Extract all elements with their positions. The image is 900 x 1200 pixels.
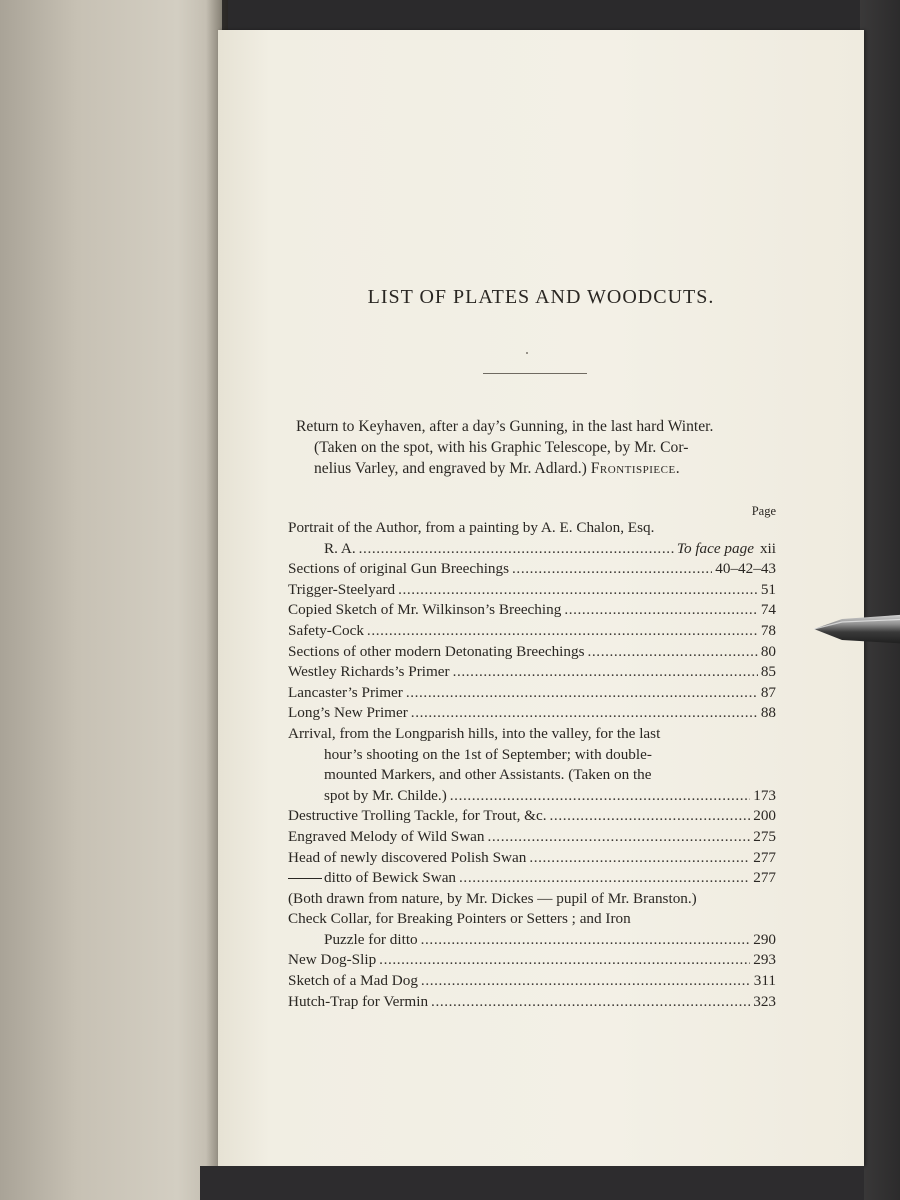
dot-leader xyxy=(564,600,758,621)
entry-page: 87 xyxy=(760,683,776,701)
entry-page: 277 xyxy=(753,869,776,887)
entry-label: Sections of other modern Detonating Breechings xyxy=(288,642,585,660)
entry-label: Puzzle for ditto xyxy=(324,930,418,948)
dot-leader xyxy=(453,662,758,683)
list-item xyxy=(288,518,776,559)
list-item xyxy=(288,662,776,683)
list-item xyxy=(288,868,776,889)
list-item xyxy=(288,848,776,869)
dot-leader xyxy=(398,580,758,601)
entry-label: Safety-Cock xyxy=(288,621,364,639)
frontispiece-line-1: Return to Keyhaven, after a day’s Gunning, in the last hard Winter. xyxy=(296,418,714,435)
entry-label: Lancaster’s Primer xyxy=(288,683,403,701)
list-item xyxy=(288,600,776,621)
entry-page: 277 xyxy=(753,848,776,866)
page-column-label: Page xyxy=(751,504,776,518)
entry-page: 173 xyxy=(753,786,776,804)
dot-leader xyxy=(550,806,751,827)
table-surface xyxy=(200,1166,864,1200)
entry-label: Sketch of a Mad Dog xyxy=(288,972,418,990)
list-item xyxy=(288,950,776,971)
entry-row xyxy=(288,786,776,807)
entry-label: New Dog-Slip xyxy=(288,951,377,969)
entry-page: 51 xyxy=(760,580,776,598)
entry-page: 293 xyxy=(753,951,776,969)
entry-line: hour’s shooting on the 1st of September; with double- xyxy=(324,745,652,763)
entry-label xyxy=(288,868,456,889)
dot-leader xyxy=(379,950,750,971)
list-item xyxy=(288,992,776,1013)
frontispiece-label: Frontispiece. xyxy=(590,460,681,477)
entry-page: 74 xyxy=(760,601,776,619)
entry-label: Trigger-Steelyard xyxy=(288,580,396,598)
plates-list xyxy=(288,518,776,1012)
page-content xyxy=(218,30,864,1166)
left-page xyxy=(0,0,222,1200)
entry-row xyxy=(288,539,776,560)
entry-label: R. A. xyxy=(324,539,356,557)
dot-leader xyxy=(421,971,751,992)
dot-leader xyxy=(431,992,750,1013)
pen-pointer-icon xyxy=(812,610,900,646)
entry-label: Sections of original Gun Breechings xyxy=(288,560,510,578)
entry-page: xii xyxy=(759,539,776,557)
title-rule xyxy=(483,373,587,374)
dot-leader xyxy=(406,683,758,704)
entry-page: 78 xyxy=(760,621,776,639)
dot-leader xyxy=(411,703,758,724)
list-item xyxy=(288,724,776,806)
list-item xyxy=(288,909,776,950)
dot-leader xyxy=(359,539,674,560)
entry-line: Arrival, from the Longparish hills, into the valley, for the last xyxy=(288,724,661,742)
list-item xyxy=(288,683,776,704)
entry-page: 311 xyxy=(753,972,776,990)
list-item xyxy=(288,827,776,848)
entry-label: Head of newly discovered Polish Swan xyxy=(288,848,527,866)
entry-line: Portrait of the Author, from a painting by A. E. Chalon, Esq. xyxy=(288,519,655,536)
dot-leader xyxy=(450,786,750,807)
print-speck xyxy=(526,352,528,354)
dot-leader xyxy=(367,621,758,642)
entry-label: Hutch-Trap for Vermin xyxy=(288,992,429,1010)
entry-label: Copied Sketch of Mr. Wilkinson’s Breeching xyxy=(288,601,562,619)
frontispiece-line-3 xyxy=(296,458,778,479)
entry-page: 80 xyxy=(760,642,776,660)
dot-leader xyxy=(512,559,712,580)
entry-page: 85 xyxy=(760,663,776,681)
list-item xyxy=(288,642,776,663)
frontispiece-line-2: (Taken on the spot, with his Graphic Telescope, by Mr. Cor- xyxy=(314,439,689,456)
list-item xyxy=(288,971,776,992)
entry-page: 275 xyxy=(753,827,776,845)
right-page xyxy=(218,30,864,1166)
list-item xyxy=(288,703,776,724)
list-item xyxy=(288,559,776,580)
entry-page: 323 xyxy=(753,992,776,1010)
entry-page: 200 xyxy=(753,807,776,825)
entry-note: (Both drawn from nature, by Mr. Dickes — pupil of Mr. Branston.) xyxy=(288,889,697,907)
entry-label: Engraved Melody of Wild Swan xyxy=(288,827,485,845)
list-item xyxy=(288,621,776,642)
entry-page: 290 xyxy=(753,930,776,948)
frontispiece-entry xyxy=(296,416,778,479)
entry-label: Long’s New Primer xyxy=(288,704,408,722)
entry-line: Check Collar, for Breaking Pointers or Setters ; and Iron xyxy=(288,910,631,928)
entry-label: Westley Richards’s Primer xyxy=(288,663,450,681)
dot-leader xyxy=(529,848,750,869)
frontispiece-line-3-text: nelius Varley, and engraved by Mr. Adlard.) xyxy=(314,460,587,477)
entry-page: 88 xyxy=(760,704,776,722)
dark-background xyxy=(860,0,900,1200)
entry-label-text: ditto of Bewick Swan xyxy=(324,869,457,887)
ditto-dash xyxy=(288,878,322,879)
dot-leader xyxy=(588,642,758,663)
dot-leader xyxy=(421,930,751,951)
entry-row xyxy=(288,930,776,951)
page-title: LIST OF PLATES AND WOODCUTS. xyxy=(367,286,715,308)
list-item xyxy=(288,806,776,827)
entry-label: Destructive Trolling Tackle, for Trout, &c. xyxy=(288,807,547,825)
entry-label: spot by Mr. Childe.) xyxy=(324,786,447,804)
list-item xyxy=(288,580,776,601)
to-face-page-label: To face page xyxy=(676,539,754,557)
dot-leader xyxy=(459,868,750,889)
entry-line: mounted Markers, and other Assistants. (Taken on the xyxy=(324,766,652,784)
entry-page: 40–42–43 xyxy=(715,560,776,578)
dot-leader xyxy=(488,827,751,848)
